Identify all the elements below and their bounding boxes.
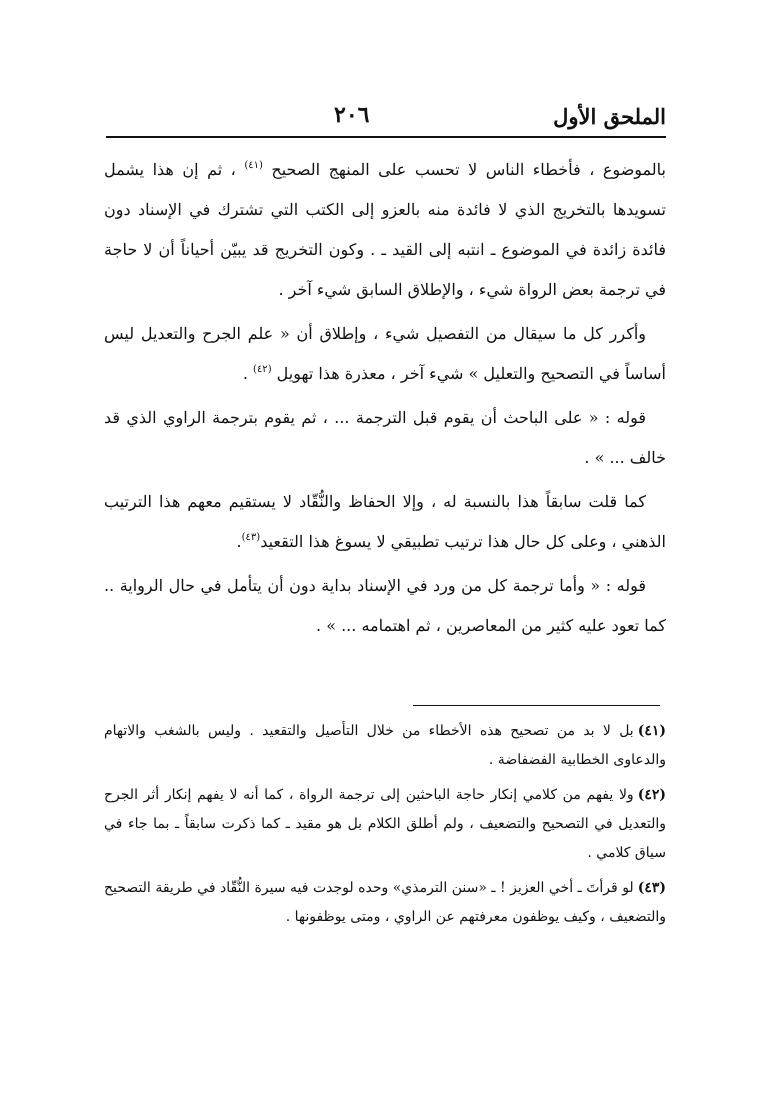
- footnote-text: بل لا بد من تصحيح هذه الأخطاء من خلال التأصيل والتقعيد . وليس بالشغب والاتهام والدعاوى الخطابية الفضفاضة .: [104, 723, 666, 768]
- main-text: [104, 150, 666, 650]
- paragraph-text: وأكرر كل ما سيقال من التفصيل شيء ، وإطلاق أن « علم الجرح والتعديل ليس أساساً في التصحيح والتعليل » شيء آخر ، معذرة هذا تهويل: [104, 324, 666, 383]
- footnotes: [104, 717, 666, 938]
- paragraph-text: بالموضوع ، فأخطاء الناس لا تحسب على المنهج الصحيح: [262, 160, 666, 179]
- paragraph-text: قوله : « على الباحث أن يقوم قبل الترجمة ... ، ثم يقوم بترجمة الراوي الذي قد خالف ... » .: [104, 408, 666, 467]
- paragraph-text: .: [236, 532, 242, 551]
- page-number: ٢٠٦: [334, 102, 370, 128]
- running-title: الملحق الأول: [553, 104, 666, 129]
- footnote-number: (٤٢): [637, 787, 666, 803]
- paragraph-text: كما قلت سابقاً هذا بالنسبة له ، وإلا الحفاظ والنُّقّاد لا يستقيم معهم هذا الترتيب الذهني ، وعلى كل حال هذا ترتيب تطبيقي لا يسوغ هذا التقعيد: [104, 492, 666, 551]
- paragraph: [104, 150, 666, 310]
- paragraph-text: .: [242, 364, 254, 383]
- paragraph: [104, 482, 666, 562]
- footnote-separator: [413, 705, 660, 706]
- footnote: [104, 874, 666, 932]
- footnote-number: (٤١): [637, 723, 666, 739]
- footnote-text: لو قرأتَ ـ أخي العزيز ! ـ «سنن الترمذي» وحده لوجدت فيه سيرة النُّقّاد في طريقة التصحيح والتضعيف ، وكيف يوظفون معرفتهم عن الراوي ، ومتى يوظفونها .: [104, 880, 666, 925]
- paragraph-text: قوله : « وأما ترجمة كل من ورد في الإسناد بداية دون أن يتأمل في حال الرواية .. كما تعود عليه كثير من المعاصرين ، ثم اهتمامه ... » .: [104, 576, 666, 635]
- footnote-ref[interactable]: (٤١): [244, 160, 263, 171]
- paragraph: [104, 314, 666, 394]
- paragraph: [104, 566, 666, 646]
- page-header: [106, 100, 666, 142]
- paragraph: [104, 398, 666, 478]
- header-rule: [106, 136, 666, 138]
- footnote-ref[interactable]: (٤٢): [253, 364, 272, 375]
- paragraph-text: ، ثم إن هذا يشمل تسويدها بالتخريج الذي لا فائدة منه بالعزو إلى الكتب التي تشترك في الإسناد دون فائدة زائدة في الموضوع ـ انتبه إلى القيد ـ . وكون التخريج قد يبيّن أحياناً أن لا حاجة في ترجمة بعض الرواة شيء ، والإطلاق السابق شيء آخر .: [104, 160, 666, 299]
- footnote: [104, 781, 666, 868]
- footnote-number: (٤٣): [637, 880, 666, 896]
- footnote: [104, 717, 666, 775]
- footnote-text: ولا يفهم من كلامي إنكار حاجة الباحثين إلى ترجمة الرواة ، كما أنه لا يفهم إنكار أثر الجرح والتعديل في التصحيح والتضعيف ، ولم أطلق الكلام بل هو مقيد ـ كما ذكرت سابقاً ـ بما جاء في سياق كلامي .: [104, 787, 666, 861]
- footnote-ref[interactable]: (٤٣): [241, 532, 261, 543]
